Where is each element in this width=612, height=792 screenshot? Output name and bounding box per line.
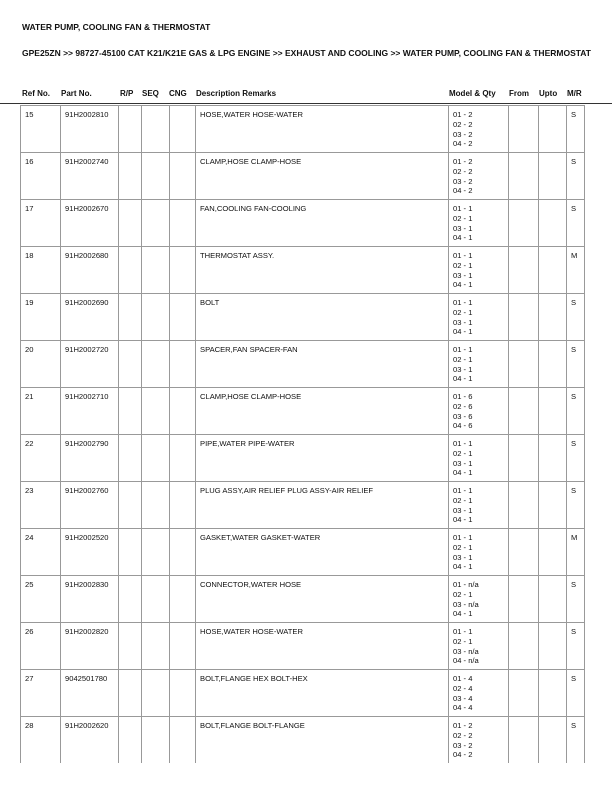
rp-cell — [119, 529, 142, 576]
upto-cell — [539, 623, 567, 670]
cng-cell — [170, 294, 196, 341]
header-cng: CNG — [169, 89, 187, 98]
header-part: Part No. — [61, 89, 92, 98]
seq-cell — [142, 294, 170, 341]
model-qty-cell: 01 - 1 02 - 1 03 - 1 04 - 1 — [449, 294, 509, 341]
mr-cell: M — [567, 529, 585, 576]
description-cell: BOLT,FLANGE HEX BOLT-HEX — [196, 670, 449, 717]
mr-cell: M — [567, 247, 585, 294]
from-cell — [509, 576, 539, 623]
mr-cell: S — [567, 294, 585, 341]
rp-cell — [119, 294, 142, 341]
description-cell: CONNECTOR,WATER HOSE — [196, 576, 449, 623]
table-row — [21, 153, 585, 200]
ref-no-cell: 22 — [21, 435, 61, 482]
model-qty-cell: 01 - 2 02 - 2 03 - 2 04 - 2 — [449, 153, 509, 200]
table-row — [21, 529, 585, 576]
ref-no-cell: 24 — [21, 529, 61, 576]
description-cell: HOSE,WATER HOSE-WATER — [196, 623, 449, 670]
part-no-cell: 91H2002720 — [61, 341, 119, 388]
upto-cell — [539, 388, 567, 435]
model-qty-cell: 01 - 1 02 - 1 03 - 1 04 - 1 — [449, 529, 509, 576]
cng-cell — [170, 576, 196, 623]
mr-cell: S — [567, 341, 585, 388]
rp-cell — [119, 247, 142, 294]
from-cell — [509, 482, 539, 529]
cng-cell — [170, 341, 196, 388]
description-cell: PIPE,WATER PIPE-WATER — [196, 435, 449, 482]
mr-cell: S — [567, 623, 585, 670]
header-rp: R/P — [120, 89, 134, 98]
from-cell — [509, 106, 539, 153]
description-cell: SPACER,FAN SPACER-FAN — [196, 341, 449, 388]
ref-no-cell: 23 — [21, 482, 61, 529]
part-no-cell: 91H2002740 — [61, 153, 119, 200]
part-no-cell: 91H2002670 — [61, 200, 119, 247]
from-cell — [509, 294, 539, 341]
from-cell — [509, 623, 539, 670]
seq-cell — [142, 200, 170, 247]
model-qty-cell: 01 - 1 02 - 1 03 - 1 04 - 1 — [449, 247, 509, 294]
model-qty-cell: 01 - 1 02 - 1 03 - 1 04 - 1 — [449, 482, 509, 529]
cng-cell — [170, 623, 196, 670]
table-row — [21, 576, 585, 623]
model-qty-cell: 01 - 1 02 - 1 03 - 1 04 - 1 — [449, 341, 509, 388]
table-row — [21, 717, 585, 764]
from-cell — [509, 388, 539, 435]
upto-cell — [539, 529, 567, 576]
header-upto: Upto — [539, 89, 558, 98]
rp-cell — [119, 623, 142, 670]
model-qty-cell: 01 - 1 02 - 1 03 - 1 04 - 1 — [449, 200, 509, 247]
upto-cell — [539, 435, 567, 482]
breadcrumb: GPE25ZN >> 98727-45100 CAT K21/K21E GAS & LPG ENGINE >> EXHAUST AND COOLING >> WATER PUMP, COOLING FAN & THERMOSTAT — [22, 48, 591, 58]
page-title: WATER PUMP, COOLING FAN & THERMOSTAT — [22, 22, 211, 32]
seq-cell — [142, 106, 170, 153]
table-row — [21, 247, 585, 294]
from-cell — [509, 247, 539, 294]
part-no-cell: 91H2002690 — [61, 294, 119, 341]
table-row — [21, 435, 585, 482]
ref-no-cell: 15 — [21, 106, 61, 153]
model-qty-cell: 01 - 6 02 - 6 03 - 6 04 - 6 — [449, 388, 509, 435]
table-row — [21, 200, 585, 247]
table-row — [21, 482, 585, 529]
upto-cell — [539, 247, 567, 294]
upto-cell — [539, 576, 567, 623]
ref-no-cell: 21 — [21, 388, 61, 435]
model-qty-cell: 01 - 1 02 - 1 03 - n/a 04 - n/a — [449, 623, 509, 670]
cng-cell — [170, 529, 196, 576]
ref-no-cell: 25 — [21, 576, 61, 623]
rp-cell — [119, 106, 142, 153]
model-qty-cell: 01 - n/a 02 - 1 03 - n/a 04 - 1 — [449, 576, 509, 623]
ref-no-cell: 27 — [21, 670, 61, 717]
seq-cell — [142, 341, 170, 388]
model-qty-cell: 01 - 2 02 - 2 03 - 2 04 - 2 — [449, 106, 509, 153]
ref-no-cell: 18 — [21, 247, 61, 294]
upto-cell — [539, 670, 567, 717]
header-mr: M/R — [567, 89, 582, 98]
cng-cell — [170, 435, 196, 482]
mr-cell: S — [567, 576, 585, 623]
from-cell — [509, 153, 539, 200]
cng-cell — [170, 247, 196, 294]
cng-cell — [170, 153, 196, 200]
part-no-cell: 91H2002620 — [61, 717, 119, 764]
description-cell: HOSE,WATER HOSE-WATER — [196, 106, 449, 153]
table-row — [21, 294, 585, 341]
part-no-cell: 91H2002790 — [61, 435, 119, 482]
ref-no-cell: 20 — [21, 341, 61, 388]
table-row — [21, 623, 585, 670]
upto-cell — [539, 200, 567, 247]
description-cell: CLAMP,HOSE CLAMP-HOSE — [196, 388, 449, 435]
upto-cell — [539, 106, 567, 153]
rp-cell — [119, 435, 142, 482]
seq-cell — [142, 623, 170, 670]
seq-cell — [142, 247, 170, 294]
rp-cell — [119, 670, 142, 717]
part-no-cell: 91H2002520 — [61, 529, 119, 576]
table-row — [21, 106, 585, 153]
model-qty-cell: 01 - 2 02 - 2 03 - 2 04 - 2 — [449, 717, 509, 764]
seq-cell — [142, 670, 170, 717]
cng-cell — [170, 388, 196, 435]
table-row — [21, 670, 585, 717]
header-ref: Ref No. — [22, 89, 50, 98]
model-qty-cell: 01 - 1 02 - 1 03 - 1 04 - 1 — [449, 435, 509, 482]
mr-cell: S — [567, 670, 585, 717]
ref-no-cell: 16 — [21, 153, 61, 200]
seq-cell — [142, 388, 170, 435]
table-row — [21, 388, 585, 435]
model-qty-cell: 01 - 4 02 - 4 03 - 4 04 - 4 — [449, 670, 509, 717]
description-cell: THERMOSTAT ASSY. — [196, 247, 449, 294]
description-cell: GASKET,WATER GASKET-WATER — [196, 529, 449, 576]
mr-cell: S — [567, 435, 585, 482]
rp-cell — [119, 388, 142, 435]
header-model: Model & Qty — [449, 89, 496, 98]
from-cell — [509, 529, 539, 576]
rp-cell — [119, 717, 142, 764]
part-no-cell: 9042501780 — [61, 670, 119, 717]
mr-cell: S — [567, 717, 585, 764]
ref-no-cell: 26 — [21, 623, 61, 670]
from-cell — [509, 341, 539, 388]
mr-cell: S — [567, 106, 585, 153]
seq-cell — [142, 717, 170, 764]
seq-cell — [142, 153, 170, 200]
cng-cell — [170, 717, 196, 764]
upto-cell — [539, 341, 567, 388]
upto-cell — [539, 153, 567, 200]
upto-cell — [539, 717, 567, 764]
rp-cell — [119, 576, 142, 623]
header-divider — [0, 103, 612, 104]
seq-cell — [142, 529, 170, 576]
from-cell — [509, 670, 539, 717]
table-row — [21, 341, 585, 388]
from-cell — [509, 200, 539, 247]
mr-cell: S — [567, 153, 585, 200]
from-cell — [509, 435, 539, 482]
seq-cell — [142, 482, 170, 529]
ref-no-cell: 17 — [21, 200, 61, 247]
parts-table — [20, 105, 585, 763]
rp-cell — [119, 153, 142, 200]
part-no-cell: 91H2002760 — [61, 482, 119, 529]
seq-cell — [142, 576, 170, 623]
cng-cell — [170, 670, 196, 717]
part-no-cell: 91H2002710 — [61, 388, 119, 435]
mr-cell: S — [567, 200, 585, 247]
rp-cell — [119, 341, 142, 388]
header-from: From — [509, 89, 529, 98]
header-seq: SEQ — [142, 89, 159, 98]
from-cell — [509, 717, 539, 764]
part-no-cell: 91H2002830 — [61, 576, 119, 623]
description-cell: PLUG ASSY,AIR RELIEF PLUG ASSY-AIR RELIEF — [196, 482, 449, 529]
mr-cell: S — [567, 388, 585, 435]
description-cell: BOLT — [196, 294, 449, 341]
rp-cell — [119, 200, 142, 247]
cng-cell — [170, 106, 196, 153]
ref-no-cell: 28 — [21, 717, 61, 764]
cng-cell — [170, 482, 196, 529]
part-no-cell: 91H2002680 — [61, 247, 119, 294]
mr-cell: S — [567, 482, 585, 529]
seq-cell — [142, 435, 170, 482]
description-cell: BOLT,FLANGE BOLT-FLANGE — [196, 717, 449, 764]
part-no-cell: 91H2002810 — [61, 106, 119, 153]
upto-cell — [539, 482, 567, 529]
upto-cell — [539, 294, 567, 341]
description-cell: FAN,COOLING FAN-COOLING — [196, 200, 449, 247]
ref-no-cell: 19 — [21, 294, 61, 341]
cng-cell — [170, 200, 196, 247]
rp-cell — [119, 482, 142, 529]
description-cell: CLAMP,HOSE CLAMP-HOSE — [196, 153, 449, 200]
header-desc: Description Remarks — [196, 89, 277, 98]
part-no-cell: 91H2002820 — [61, 623, 119, 670]
